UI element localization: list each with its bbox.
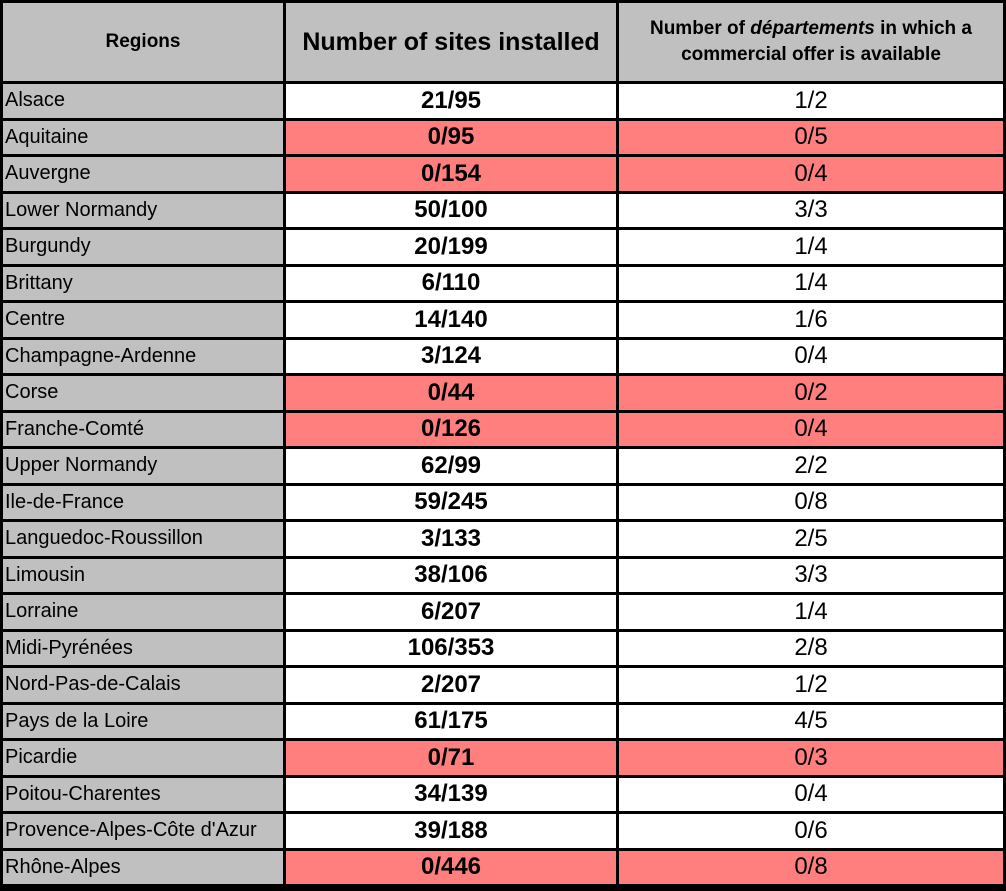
region-cell: Alsace (3, 84, 283, 118)
sites-installed-cell: 2/207 (286, 668, 616, 702)
departements-cell: 0/6 (619, 814, 1003, 848)
departements-cell: 0/4 (619, 778, 1003, 812)
departements-cell: 0/4 (619, 413, 1003, 447)
region-cell: Nord-Pas-de-Calais (3, 668, 283, 702)
sites-installed-cell: 38/106 (286, 559, 616, 593)
sites-installed-cell: 50/100 (286, 194, 616, 228)
table-row (3, 340, 1003, 374)
header-departements-suffix: in which a (874, 18, 972, 39)
table-row (3, 194, 1003, 228)
region-cell: Centre (3, 303, 283, 337)
table-row (3, 303, 1003, 337)
sites-installed-cell: 61/175 (286, 705, 616, 739)
table-row (3, 705, 1003, 739)
region-cell: Rhône-Alpes (3, 851, 283, 885)
region-cell: Brittany (3, 267, 283, 301)
departements-cell: 1/4 (619, 230, 1003, 264)
table-row (3, 230, 1003, 264)
departements-cell: 2/2 (619, 449, 1003, 483)
table-header (3, 3, 1003, 81)
table-row (3, 84, 1003, 118)
departements-cell: 3/3 (619, 559, 1003, 593)
region-cell: Languedoc-Roussillon (3, 522, 283, 556)
sites-installed-cell: 106/353 (286, 632, 616, 666)
sites-installed-cell: 14/140 (286, 303, 616, 337)
departements-cell: 0/8 (619, 486, 1003, 520)
table-row (3, 632, 1003, 666)
departements-cell: 1/4 (619, 595, 1003, 629)
sites-installed-cell: 20/199 (286, 230, 616, 264)
departements-cell: 2/5 (619, 522, 1003, 556)
sites-installed-cell: 3/124 (286, 340, 616, 374)
departements-cell: 1/4 (619, 267, 1003, 301)
table-row (3, 522, 1003, 556)
table-row (3, 778, 1003, 812)
region-cell: Lower Normandy (3, 194, 283, 228)
departements-cell: 2/8 (619, 632, 1003, 666)
departements-cell: 0/5 (619, 121, 1003, 155)
departements-cell: 0/2 (619, 376, 1003, 410)
sites-installed-cell: 39/188 (286, 814, 616, 848)
table-row (3, 121, 1003, 155)
departements-cell: 0/4 (619, 340, 1003, 374)
region-cell: Pays de la Loire (3, 705, 283, 739)
region-cell: Burgundy (3, 230, 283, 264)
table-row (3, 267, 1003, 301)
departements-cell: 4/5 (619, 705, 1003, 739)
sites-installed-cell: 0/154 (286, 157, 616, 191)
header-sites-installed: Number of sites installed (286, 3, 616, 81)
sites-installed-cell: 21/95 (286, 84, 616, 118)
sites-installed-cell: 0/44 (286, 376, 616, 410)
region-cell: Franche-Comté (3, 413, 283, 447)
region-cell: Corse (3, 376, 283, 410)
table-row (3, 851, 1003, 885)
sites-installed-cell: 6/110 (286, 267, 616, 301)
departements-cell: 0/3 (619, 741, 1003, 775)
sites-installed-cell: 0/126 (286, 413, 616, 447)
region-cell: Aquitaine (3, 121, 283, 155)
table-row (3, 814, 1003, 848)
region-cell: Limousin (3, 559, 283, 593)
departements-cell: 1/2 (619, 668, 1003, 702)
region-cell: Poitou-Charentes (3, 778, 283, 812)
sites-installed-cell: 6/207 (286, 595, 616, 629)
table-row (3, 157, 1003, 191)
header-row (3, 3, 1003, 81)
sites-installed-cell: 0/446 (286, 851, 616, 885)
region-cell: Picardie (3, 741, 283, 775)
table-row (3, 376, 1003, 410)
region-cell: Auvergne (3, 157, 283, 191)
sites-installed-cell: 62/99 (286, 449, 616, 483)
table-row (3, 486, 1003, 520)
region-cell: Midi-Pyrénées (3, 632, 283, 666)
table-row (3, 413, 1003, 447)
header-departements-prefix: Number of (649, 18, 751, 39)
table-row (3, 741, 1003, 775)
sites-installed-cell: 59/245 (286, 486, 616, 520)
region-cell: Lorraine (3, 595, 283, 629)
region-cell: Champagne-Ardenne (3, 340, 283, 374)
header-regions: Regions (3, 3, 283, 81)
region-cell: Ile-de-France (3, 486, 283, 520)
sites-installed-cell: 0/95 (286, 121, 616, 155)
header-departements-italic: départements (750, 18, 875, 39)
table-row (3, 595, 1003, 629)
sites-installed-cell: 34/139 (286, 778, 616, 812)
region-cell: Provence-Alpes-Côte d'Azur (3, 814, 283, 848)
departements-cell: 0/8 (619, 851, 1003, 885)
departements-cell: 3/3 (619, 194, 1003, 228)
table-row (3, 449, 1003, 483)
table-row (3, 559, 1003, 593)
table-row (3, 668, 1003, 702)
table-body (3, 84, 1003, 884)
sites-installed-cell: 0/71 (286, 741, 616, 775)
header-departements-line2: commercial offer is available (681, 44, 941, 65)
departements-cell: 1/2 (619, 84, 1003, 118)
sites-installed-cell: 3/133 (286, 522, 616, 556)
departements-cell: 1/6 (619, 303, 1003, 337)
header-departements (619, 3, 1003, 81)
departements-cell: 0/4 (619, 157, 1003, 191)
region-cell: Upper Normandy (3, 449, 283, 483)
